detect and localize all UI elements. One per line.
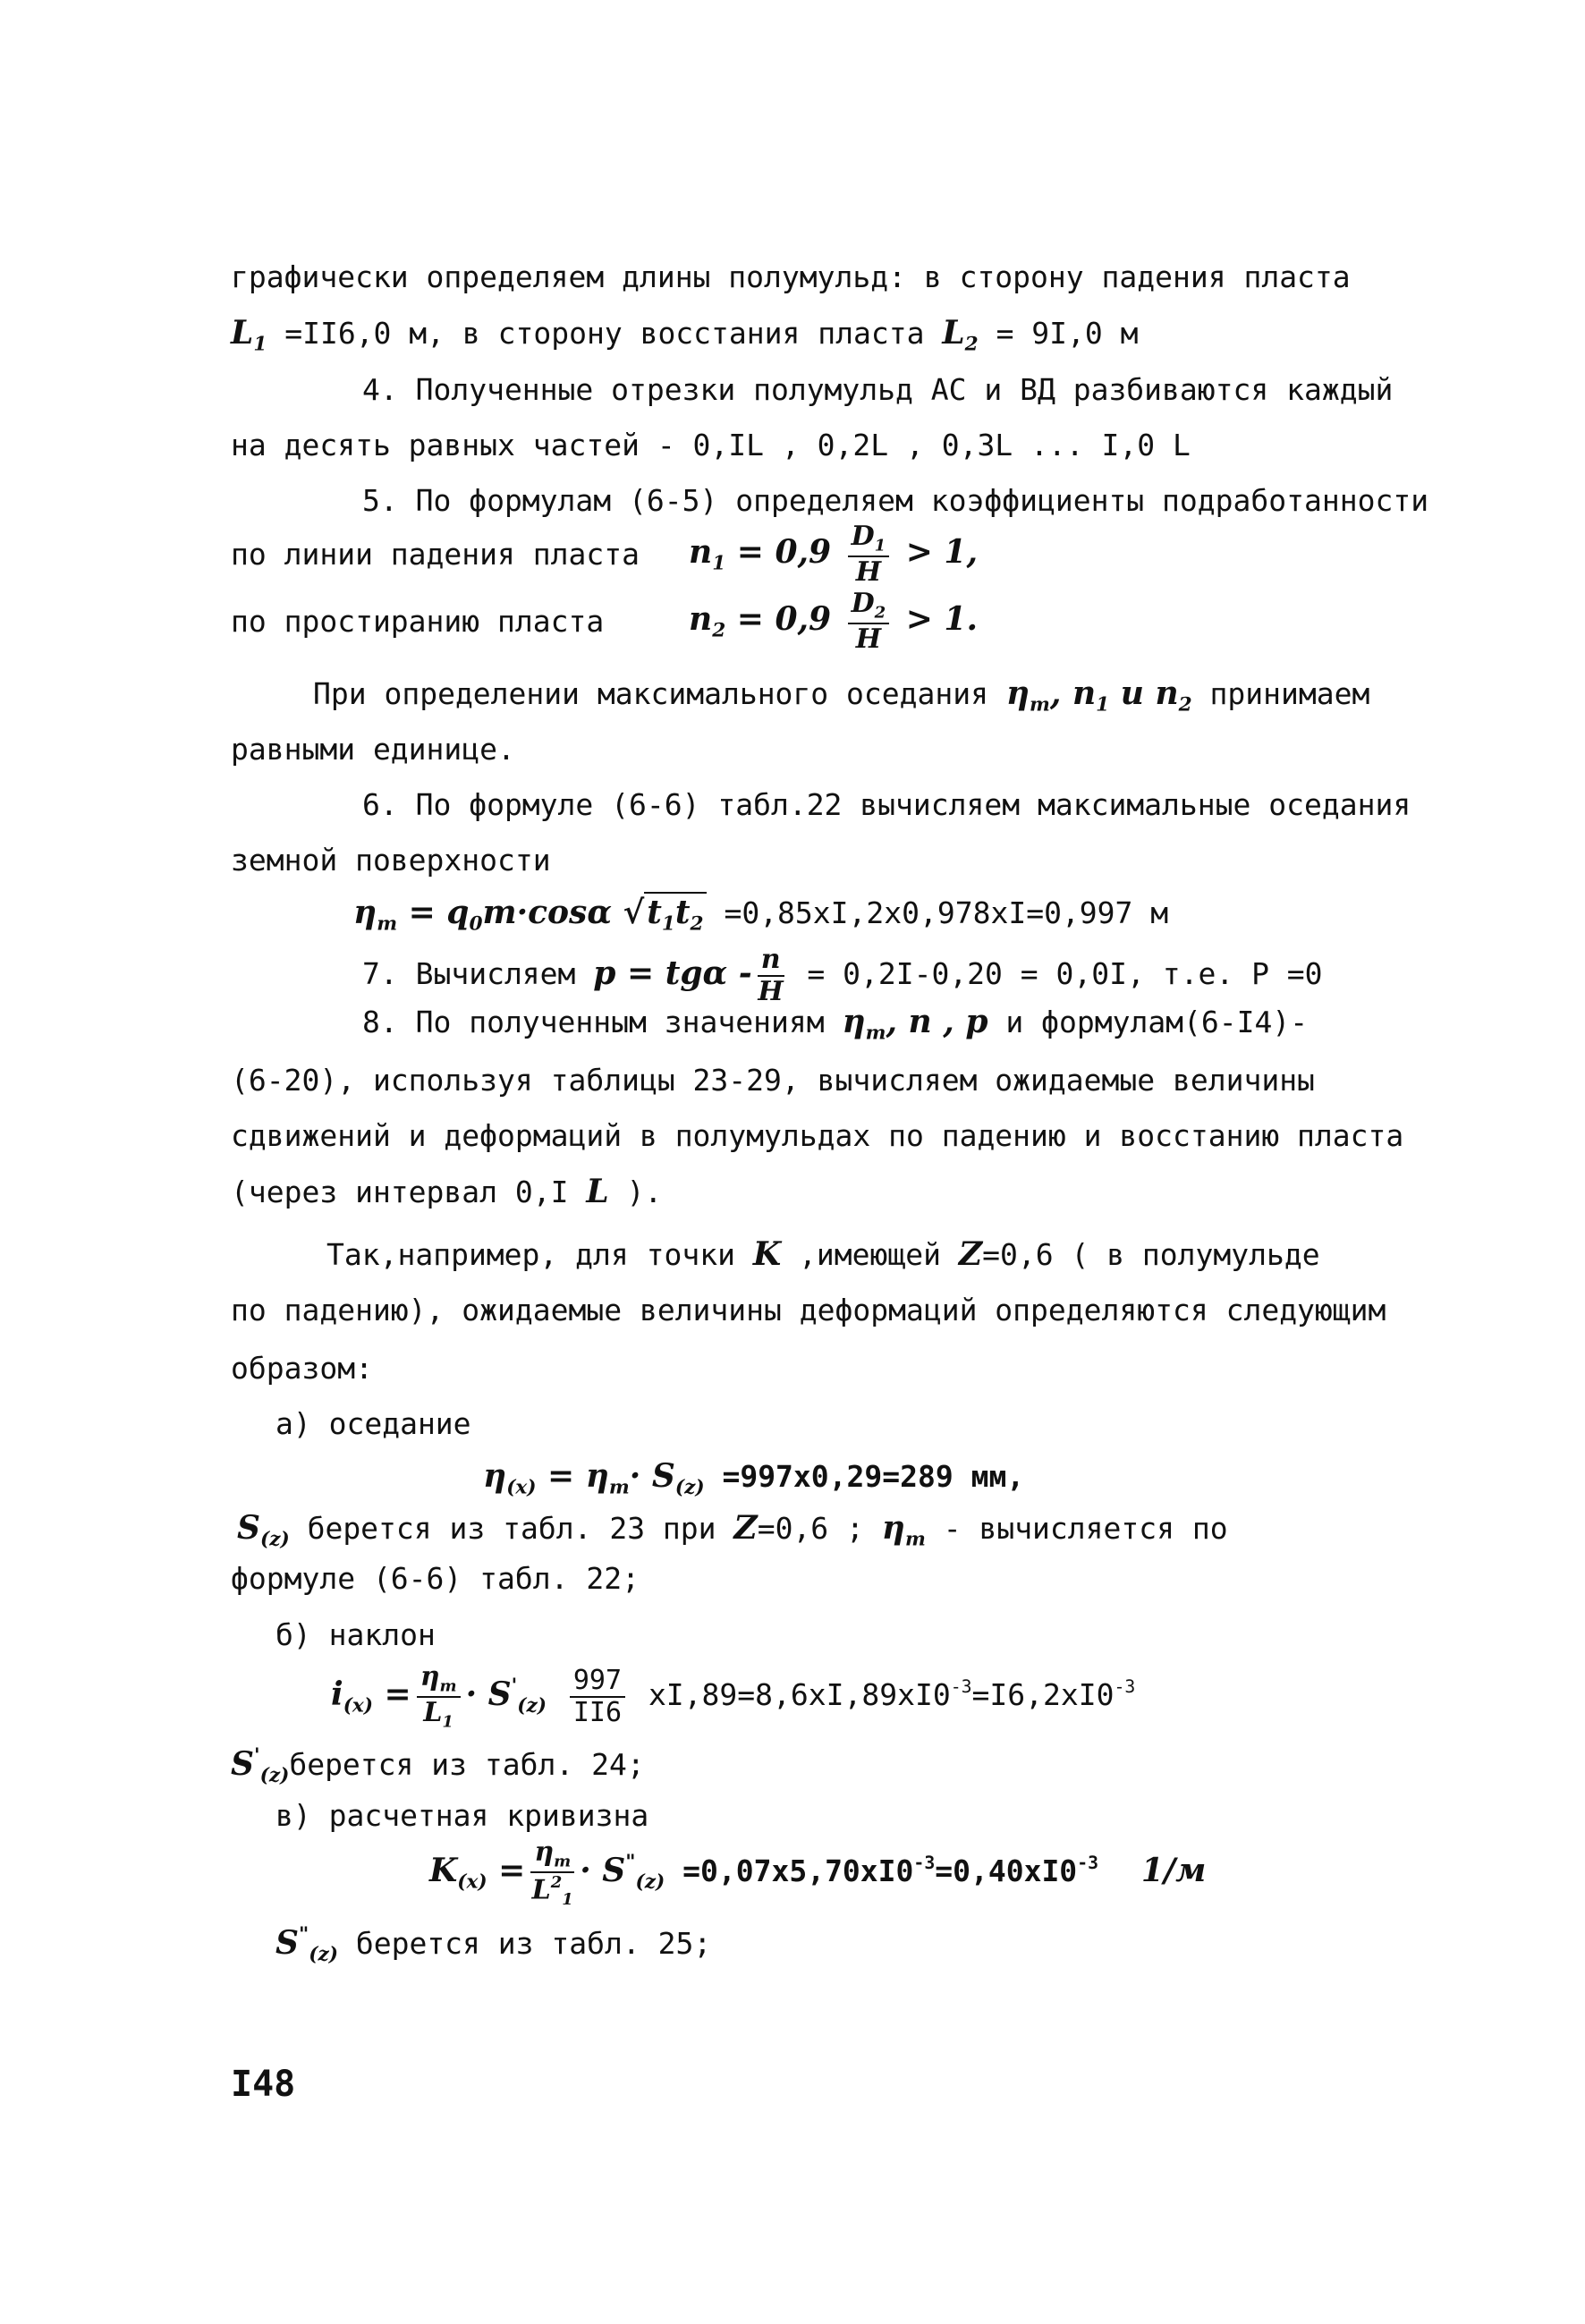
paragraph-text: берется из табл. 24; (289, 1747, 645, 1783)
subitem-label: в) расчетная кривизна (275, 1798, 649, 1833)
text-line (326, 1236, 1320, 1273)
formula-eta-m-def: $\eta_m = q_0m\cdot\cos\alpha$ $√t_1t_2$ (353, 894, 707, 931)
formula-K-x: $K_{(x)}$ = $\frac{\eta_m}{L^2_1}$ · $S^"_{(z)}$ (429, 1836, 665, 1909)
formula-L: L (586, 1173, 609, 1210)
formula-eta-x: $\eta_{(x)} = \eta_m\cdot S_{(z)}$ (483, 1457, 705, 1499)
text-line (362, 372, 1393, 408)
paragraph-text: равными единице. (231, 732, 515, 767)
text-line (231, 428, 1191, 463)
text-line (231, 315, 1139, 363)
paragraph-text: - вычисляется по (943, 1511, 1228, 1546)
text-line (231, 537, 640, 573)
formula-i-line (331, 1650, 1135, 1743)
text-line (231, 1731, 645, 1802)
formula-i-x: $i_{(x)}$ = $\frac{\eta_m}{L_1}$ · $S'_{(z)}$ (331, 1660, 547, 1732)
paragraph-text: графически определяем длины полумульд: в сторону падения пласта (231, 259, 1351, 294)
formula-S-prime: $S'_{(z)}$ (231, 1744, 290, 1787)
paragraph-text: =0,6 ; (757, 1511, 864, 1546)
paragraph-text: по линии падения пласта (231, 537, 640, 572)
formula-eta-m: $\eta_m$ (881, 1509, 926, 1551)
paragraph-text: берется из табл. 25; (355, 1926, 712, 1962)
page-number: I48 (231, 2064, 296, 2105)
paragraph-text: формуле (6-6) табл. 22; (231, 1561, 640, 1596)
paragraph-text: 4. Полученные отрезки полумульд АС и ВД разбиваются каждый (362, 372, 1394, 407)
text-line (231, 1561, 640, 1597)
text-line (231, 843, 551, 878)
paragraph-text: 6. По формуле (6-6) табл.22 вычисляем максимальные оседания (362, 787, 1411, 822)
text-line (313, 675, 1369, 724)
subitem-label: а) оседание (275, 1406, 471, 1441)
formula-p: p = tgα - $\frac{n}{H}$ (593, 944, 784, 1007)
text-line (362, 1004, 1308, 1052)
text-line (231, 604, 604, 640)
formula-L1: $L_1$ (231, 314, 267, 356)
formula-K: K (752, 1235, 782, 1273)
paragraph-text: = 9I,0 м (996, 316, 1139, 351)
text-line (275, 1406, 471, 1442)
text-line (231, 1351, 373, 1387)
text-line (362, 483, 1428, 519)
formula-n1: $n_1 = 0,9$ $\frac{D_1}{H}$ > 1, (689, 521, 979, 589)
paragraph-text: 5. По формулам (6-5) определяем коэффициенты подработанности (362, 483, 1429, 518)
text-line (362, 787, 1411, 823)
paragraph-text: по падению), ожидаемые величины деформаций определяются следующим (231, 1293, 1386, 1327)
fraction-997-116: $\frac{997}{II6}$ (570, 1667, 625, 1726)
formula-eta-m: $\eta_m$, $n_1$ и $n_2$ (1005, 674, 1192, 717)
formula-S-double-prime: $S^"_{(z)}$ (275, 1923, 338, 1966)
paragraph-text: ). (626, 1175, 663, 1209)
text-line (231, 1293, 1386, 1328)
paragraph-text: принимаем (1209, 676, 1370, 711)
formula-S-z: $S_{(z)}$ (237, 1509, 290, 1551)
paragraph-text: =II6,0 м, в сторону восстания пласта (284, 316, 925, 351)
unit-label: 1/м (1140, 1852, 1207, 1890)
paragraph-text: =0,6 ( в полумульде (982, 1237, 1320, 1272)
text-line (362, 946, 1323, 1005)
formula-value: =997x0,29=289 мм, (722, 1459, 1025, 1494)
text-line (231, 259, 1351, 295)
text-line (275, 1910, 711, 1980)
text-line (231, 1118, 1403, 1154)
formula-L2: $L_2$ (942, 314, 979, 356)
text-line (231, 1063, 1315, 1098)
formula-eta-n-p: $\eta_m$, n , p (842, 1003, 988, 1045)
formula-value: $xI,89=8,6xI,89xI0^{-3}=I6,2xI0^{-3}$ (648, 1676, 1136, 1713)
formula-value: $=0,07x5,70xI0^{-3}=0,40xI0^{-3}$ (682, 1853, 1099, 1889)
formula-value: = 0,2I-0,20 = 0,0I, т.е. P =0 (807, 956, 1323, 991)
subitem-label: б) наклон (275, 1617, 436, 1652)
formula-n2: $n_2 = 0,9$ $\frac{D_2}{H}$ > 1. (689, 588, 979, 656)
paragraph-text: земной поверхности (231, 843, 551, 878)
paragraph-text: на десять равных частей - 0,IL , 0,2L , 0,3L ... I,0 L (231, 428, 1191, 462)
text-line (231, 1174, 662, 1210)
text-line (231, 732, 515, 768)
formula-value: =0,85xI,2x0,978xI=0,997 м (724, 895, 1169, 930)
paragraph-text: 7. Вычисляем (362, 956, 576, 991)
text-line (237, 1503, 1228, 1565)
paragraph-text: (через интервал 0,I (231, 1175, 569, 1209)
paragraph-text: по простиранию пласта (231, 604, 605, 639)
paragraph-text: Так,например, для точки (326, 1237, 735, 1272)
paragraph-text: берется из табл. 23 при (307, 1511, 716, 1546)
paragraph-text: образом: (231, 1351, 373, 1386)
paragraph-text: 8. По полученным значениям (362, 1005, 825, 1039)
paragraph-text: сдвижений и деформаций в полумульдах по падению и восстанию пласта (231, 1118, 1404, 1153)
paragraph-text: При определении максимального оседания (313, 676, 988, 711)
text-line (275, 1617, 436, 1653)
paragraph-text: ,имеющей (799, 1237, 941, 1272)
formula-Z: Z (958, 1235, 983, 1273)
paragraph-text: (6-20), используя таблицы 23-29, вычисляем ожидаемые величины (231, 1063, 1315, 1098)
formula-Z: Z (733, 1509, 758, 1547)
formula-K-line (429, 1825, 1206, 1921)
formula-eta-line (353, 895, 1168, 943)
paragraph-text: и формулам(6-I4)- (1005, 1005, 1309, 1039)
